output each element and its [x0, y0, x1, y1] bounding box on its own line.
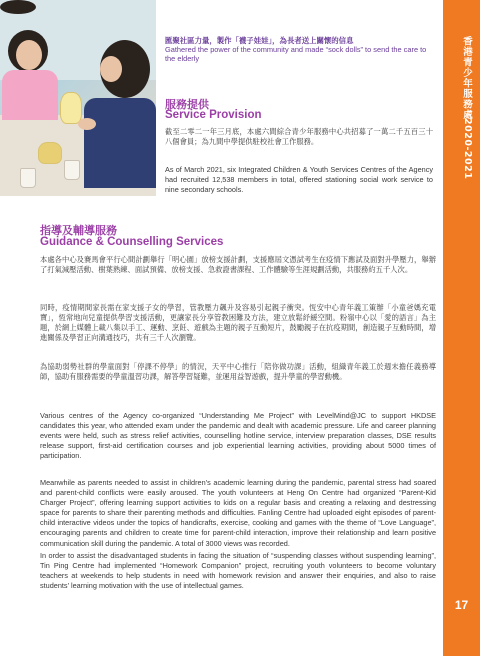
service-provision-body-en: As of March 2021, six Integrated Children & Youth Services Centres of the Agency had recruited 12,538 members in total, offered stationing social work service to nine secondary schools. — [165, 165, 433, 195]
page-number: 17 — [454, 598, 469, 612]
report-years-vertical: 2020-2021 — [462, 118, 473, 180]
service-provision-heading-en: Service Provision — [165, 109, 262, 121]
photo-caption — [165, 36, 430, 64]
guidance-paragraph-zh-3: 為協助弱勢社群的學童面對「停課不停學」的情況，天平中心推行「陪你做功課」活動，組織青年義工於週末擔任義務導師，協助有服務需要的學童溫習功課，解答學習疑難，並運用益智遊戲，提升學童的學習動機。 — [40, 362, 436, 382]
photo-volunteers-making-sock-dolls — [0, 0, 156, 196]
agency-name-vertical: 香港青少年服務處 — [461, 36, 472, 120]
guidance-paragraph-en-3: In order to assist the disadvantaged students in facing the situation of “suspending classes without suspending learning”, Tin Ping Centre had implemented “Homework Companion” project, recruiting youth volunteers to become voluntary teachers at weekends to help students in need with homework revision and answer their enquiries, and also to raise students’ learning motivation with the use of intellectual games. — [40, 551, 436, 591]
photo-caption-en: Gathered the power of the community and made “sock dolls” to send the care to the elderly — [165, 45, 427, 64]
service-provision-heading-zh: 服務提供 — [165, 99, 209, 111]
guidance-heading-zh: 指導及輔導服務 — [40, 225, 117, 237]
guidance-heading-en: Guidance & Counselling Services — [40, 236, 224, 248]
guidance-paragraph-en-2: Meanwhile as parents needed to assist in children’s academic learning during the pandemic, parental stress had soared and parent-child conflicts were easily aroused. The youth volunteers at Heng On Centre had organized “Parent-Kid Charger Project”, offering learning support activities to kids on a regular basis and creating a relaxing and destressing space for parents to share their parenting methods and difficulties. Fanling Centre had uploaded eight episodes of parent-child interactive videos under the topics of handicrafts, exercise, cooking and games with the theme of “Love Language”, encouraging parents and children to create time for parent-child interaction, improve their relationship and learn positive communication skill during the pandemic. A total of 3000 views was recorded. — [40, 478, 436, 548]
guidance-paragraph-zh-2: 同時，疫情期間家長需在家支援子女的學習，管教壓力飆升及容易引起親子衝突。恆安中心青年義工策辦「小童爸媽充電寶」，恆常地向兒童提供學習支援活動，更讓家長分享管教困難及方法，建立放鬆紓緩空間。粉嶺中心以「愛的語言」為主題，於網上媒體上載八集以手工、運動、烹飪、遊戲為主題的親子互動短片，鼓勵親子在抗疫期間，創造親子互動時間，增進關係及學習正向溝通技巧，共有三千人次瀏覽。 — [40, 303, 436, 343]
guidance-paragraph-zh-1: 本處各中心及賽馬會平行心間計劃舉行「明心園」放榜支援計劃，支援應屆文憑試考生在疫情下應試及面對升學壓力，舉辦了打氣減壓活動、樹葉熟練、面試預備、放榜支援、急救證書課程、工作體驗等生涯規劃活動，共服務約五千人次。 — [40, 255, 436, 275]
guidance-paragraph-en-1: Various centres of the Agency co-organized “Understanding Me Project” with LevelMind@JC to support HKDSE candidates this year, who attended exam under the pandemic and dealt with academic pressure. Life and career planning events were held, such as stress relief activities, counselling hotline service, interview preparation classes, DSE results release support, first-aid certification courses and job experiential learning activities, providing about 5000 times of participation. — [40, 411, 436, 461]
photo-caption-zh: 匯聚社區力量，製作「襪子娃娃」，為長者送上關懷的信息 — [165, 36, 354, 45]
service-provision-body-zh: 截至二零二一年三月底，本處六間綜合青少年服務中心共招募了一萬二千五百三十八個會員；為九間中學提供駐校社會工作服務。 — [165, 127, 433, 147]
